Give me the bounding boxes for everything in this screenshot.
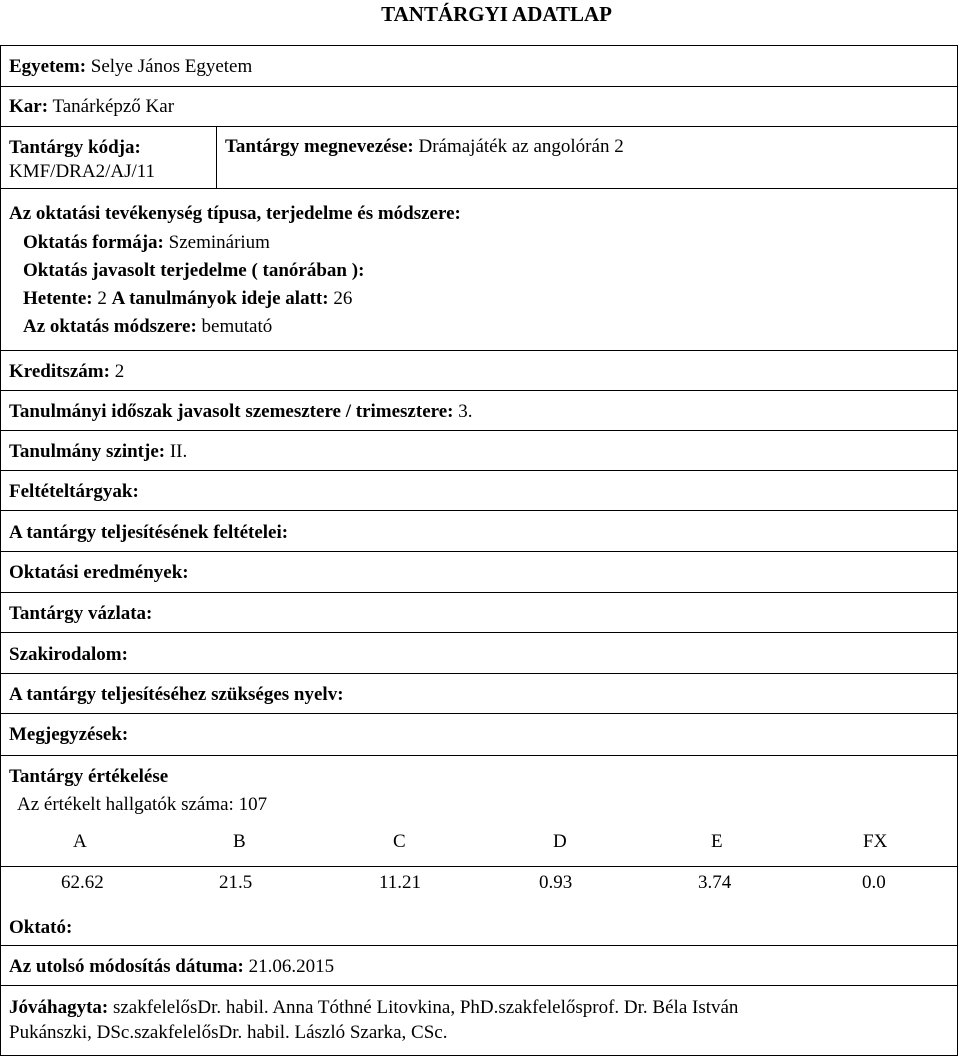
- course-data-sheet: [0, 45, 958, 1056]
- semester-value: 3.: [458, 401, 473, 422]
- teaching-heading: Az oktatási tevékenység típusa, terjedelme és módszere:: [9, 203, 461, 224]
- teaching-scope-label: Oktatás javasolt terjedelme ( tanórában ):: [23, 260, 365, 281]
- grade-header: D: [553, 831, 567, 852]
- completion-conditions-label: A tantárgy teljesítésének feltételei:: [9, 522, 289, 543]
- course-code-label: Tantárgy kódja:: [9, 137, 141, 158]
- teaching-form-value: Szeminárium: [168, 232, 270, 253]
- approved-by-value-line2: Pukánszki, DSc.szakfelelősDr. habil. László Szarka, CSc.: [9, 1022, 448, 1043]
- university-value: Selye János Egyetem: [90, 56, 253, 77]
- grade-header: C: [393, 831, 406, 852]
- grade-value: 3.74: [698, 872, 732, 893]
- level-label: Tanulmány szintje:: [9, 441, 166, 462]
- learning-outcomes-row: [1, 552, 957, 593]
- level-value: II.: [169, 441, 188, 462]
- language-row: [1, 674, 957, 714]
- last-modified-label: Az utolsó módosítás dátuma:: [9, 956, 244, 977]
- page-title: TANTÁRGYI ADATLAP: [381, 2, 612, 26]
- grade-value: 62.62: [61, 872, 104, 893]
- faculty-value: Tanárképző Kar: [52, 96, 175, 117]
- notes-label: Megjegyzések:: [9, 724, 129, 745]
- credits-value: 2: [114, 361, 125, 382]
- credits-row: [1, 351, 957, 391]
- evaluated-students-value: 107: [238, 794, 268, 815]
- prerequisites-row: [1, 471, 957, 511]
- method-label: Az oktatás módszere:: [23, 316, 197, 337]
- notes-row: [1, 714, 957, 756]
- university-label: Egyetem:: [9, 56, 87, 77]
- teaching-form-label: Oktatás formája:: [23, 232, 164, 253]
- course-name-value: Drámajáték az angolórán 2: [418, 136, 624, 157]
- faculty-row: [1, 87, 957, 127]
- instructor-label: Oktató:: [9, 917, 73, 938]
- grade-header: A: [73, 831, 87, 852]
- course-code-value: KMF/DRA2/AJ/11: [9, 161, 156, 182]
- grade-value: 0.0: [862, 872, 886, 893]
- last-modified-row: [1, 946, 957, 986]
- literature-row: [1, 633, 957, 674]
- university-row: [1, 46, 957, 87]
- semester-row: [1, 391, 957, 431]
- grade-header: FX: [863, 831, 888, 852]
- grade-value: 0.93: [539, 872, 573, 893]
- language-label: A tantárgy teljesítéséhez szükséges nyelv:: [9, 684, 344, 705]
- total-value: 26: [333, 288, 353, 309]
- course-code-row: [1, 127, 957, 189]
- course-outline-row: [1, 593, 957, 633]
- divider: [216, 127, 217, 188]
- weekly-value: 2: [97, 288, 107, 309]
- credits-label: Kreditszám:: [9, 361, 110, 382]
- approved-by-value-line1: szakfelelősDr. habil. Anna Tóthné Litovkina, PhD.szakfelelősprof. Dr. Béla István: [112, 997, 739, 1018]
- grade-value: 11.21: [379, 872, 422, 893]
- grade-header: B: [233, 831, 246, 852]
- faculty-label: Kar:: [9, 96, 49, 117]
- literature-label: Szakirodalom:: [9, 644, 128, 665]
- weekly-label: Hetente:: [23, 288, 93, 309]
- prerequisites-label: Feltételtárgyak:: [9, 481, 139, 502]
- grade-header: E: [711, 831, 723, 852]
- level-row: [1, 431, 957, 471]
- total-label: A tanulmányok ideje alatt:: [111, 288, 329, 309]
- teaching-activity-row: [1, 189, 957, 351]
- course-outline-label: Tantárgy vázlata:: [9, 603, 153, 624]
- evaluated-students-label: Az értékelt hallgatók száma:: [17, 794, 234, 815]
- grade-divider: [1, 866, 957, 867]
- approved-by-label: Jóváhagyta:: [9, 997, 109, 1018]
- evaluation-heading: Tantárgy értékelése: [9, 766, 169, 787]
- last-modified-value: 21.06.2015: [248, 956, 335, 977]
- learning-outcomes-label: Oktatási eredmények:: [9, 562, 189, 583]
- method-value: bemutató: [201, 316, 273, 337]
- completion-conditions-row: [1, 511, 957, 552]
- semester-label: Tanulmányi időszak javasolt szemesztere / trimesztere:: [9, 401, 454, 422]
- grade-value: 21.5: [219, 872, 253, 893]
- course-name-label: Tantárgy megnevezése:: [225, 136, 414, 157]
- evaluation-row: [1, 756, 957, 946]
- approved-by-row: [1, 986, 957, 1055]
